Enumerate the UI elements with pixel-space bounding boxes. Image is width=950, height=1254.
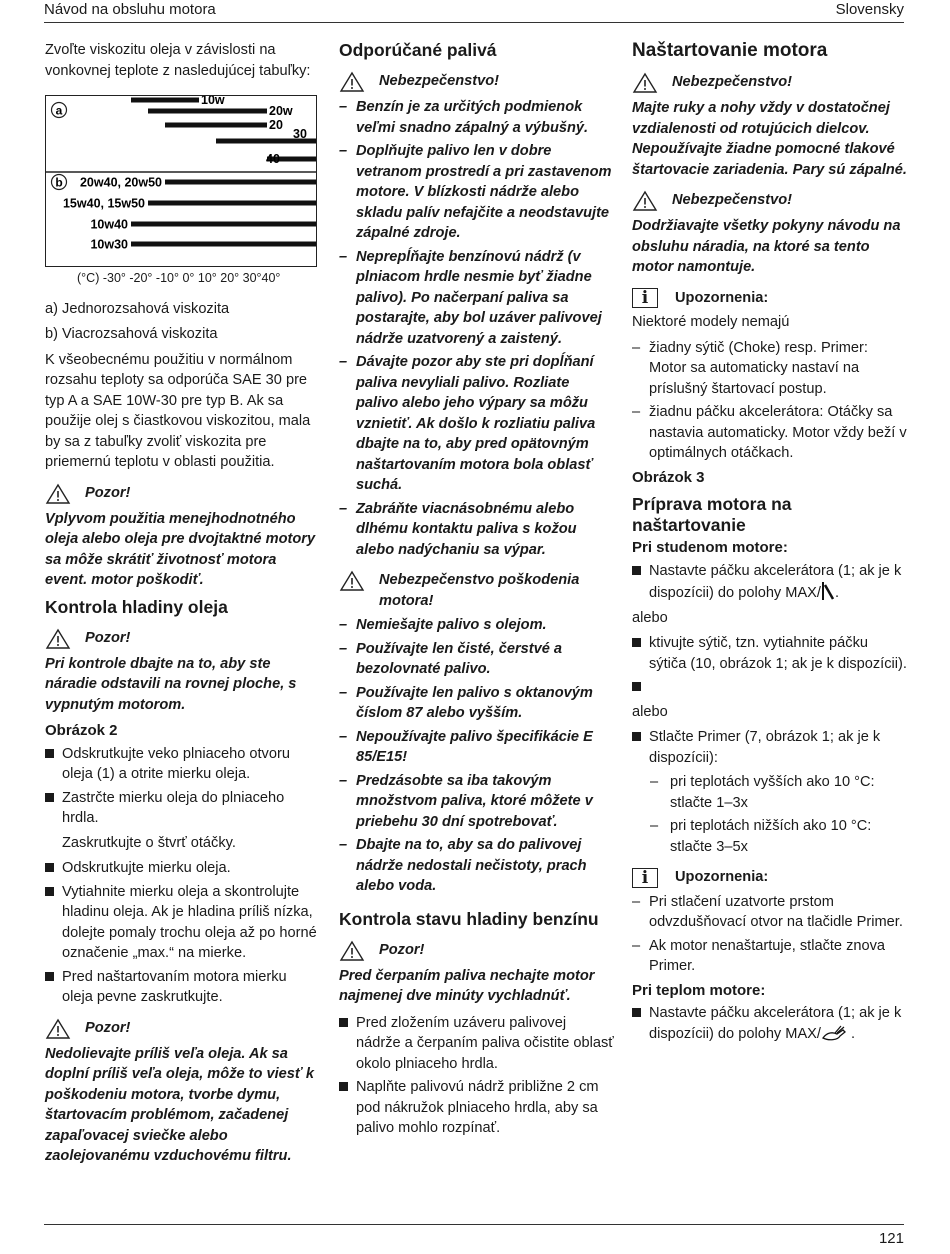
bar-10w: [131, 98, 199, 103]
bar-label: 10w40: [90, 217, 128, 232]
oil-level-heading: Kontrola hladiny oleja: [45, 596, 228, 617]
fuel-rules-list: [339, 615, 614, 897]
bar-label: 10w: [201, 96, 225, 107]
warning-3-title: Pozor!: [85, 1019, 131, 1036]
warning-start-2-title: Nebezpečenstvo!: [672, 192, 793, 208]
warm-steps: [632, 1003, 907, 1044]
cold-step-1-text: Nastavte páčku akcelerátora (1; ak je k dispozícii) do polohy MAX/: [649, 562, 902, 601]
warning-2: [45, 628, 320, 650]
chart-axis-label: (°C) -30° -20° -10° 0° 10° 20° 30°40°: [77, 271, 281, 285]
preparation-heading: Príprava motora na naštartovanie: [632, 494, 792, 535]
figure-2-label: Obrázok 2: [45, 722, 118, 739]
rabbit-icon: [821, 1024, 847, 1042]
cold-steps-3: [632, 727, 907, 768]
warning-1-text: Vplyvom použitia menejhodnotného oleja alebo oleja pre dvojtaktné motory sa môže skrátiť životnosť motora event. motor poškodiť.: [45, 510, 316, 588]
bar-label: 20w: [269, 104, 293, 118]
oil-steps-2: [45, 858, 320, 1008]
info-note-1-list: [632, 338, 907, 464]
fuel-warning-list: [339, 97, 614, 560]
legend-a: a) Jednorozsahová viskozita: [45, 300, 230, 317]
bar-20: [165, 123, 267, 128]
cold-steps-1: [632, 561, 907, 604]
bar-label: 10w30: [90, 237, 128, 252]
list-item: – Používajte len čisté, čerstvé a bezolovnaté palivo.: [339, 639, 614, 680]
list-item: ktivujte sýtič, tzn. vytiahnite páčku sýtiča (10, obrázok 1; ak je k dispozícii).: [632, 633, 907, 674]
warning-caution: [339, 940, 614, 962]
list-item: Odskrutkujte veko plniaceho otvoru oleja (1) a otrite mierku oleja.: [45, 744, 320, 785]
warning-start-1: [632, 72, 907, 94]
oil-steps-1: [45, 744, 320, 829]
page-number: 121: [878, 1230, 904, 1247]
list-item: – Dbajte na to, aby sa do palivovej nádrže nedostali nečistoty, prach alebo voda.: [339, 835, 614, 897]
warning-icon: [45, 628, 71, 650]
info-note-2: [632, 867, 907, 888]
warm-step-1-text: Nastavte páčku akcelerátora (1; ak je k dispozícii) do polohy MAX/: [649, 1005, 902, 1042]
list-item: – Predzásobte sa iba takovým množstvom paliva, ktoré môžete v priebehu 30 dní spotrebovať.: [339, 771, 614, 833]
bar-label: 20: [269, 118, 283, 132]
warning-caution-title: Pozor!: [379, 941, 425, 958]
list-item: Naplňte palivovú nádrž približne 2 cm pod nákružok plniaceho hrdla, aby sa palivo mohlo rozpínať.: [339, 1077, 614, 1139]
list-item: [632, 1003, 907, 1044]
list-item: – Zabráňte viacnásobnému alebo dlhému kontaktu paliva s kožou alebo nadýchaniu sa výpar.: [339, 499, 614, 561]
start-heading: Naštartovanie motora: [632, 40, 828, 61]
warning-icon: [632, 72, 658, 94]
warning-caution-text: Pred čerpaním paliva nechajte motor najmenej dve minúty vychladnúť.: [339, 967, 595, 1004]
warning-danger-1: [339, 71, 614, 93]
viscosity-intro: Zvoľte viskozitu oleja v závislosti na vonkovnej teplote z nasledujúcej tabuľky:: [45, 42, 311, 79]
warning-icon: [339, 71, 365, 93]
column-1: [45, 40, 320, 1173]
bar-20w: [148, 109, 267, 114]
warm-engine-label: Pri teplom motore:: [632, 981, 766, 999]
list-item: – Neprepĺňajte benzínovú nádrž (v plniacom hrdle nesmie byť žiadne palivo). Po načerpaní paliva sa postarajte, aby bol uzáver palivovej nádrže uzatvorený a zaistený.: [339, 247, 614, 350]
warning-danger-1-title: Nebezpečenstvo!: [379, 73, 500, 89]
list-item: – pri teplotách vyšších ako 10 °C: stlačte 1–3x: [632, 772, 907, 813]
warning-1: [45, 483, 320, 505]
warning-engine-damage-title: Nebezpečenstvo poškodenia motora!: [379, 572, 580, 609]
legend-b: b) Viacrozsahová viskozita: [45, 326, 218, 342]
or-1: alebo: [632, 609, 668, 626]
bar-20w40--20w50: [165, 180, 316, 185]
page-footer: [44, 1224, 904, 1247]
list-item: Nastavte páčku akcelerátora (1; ak je k dispozícii) do polohy MAX/ .: [632, 561, 907, 604]
warning-icon: [632, 190, 658, 212]
bar-15w40--15w50: [148, 201, 316, 206]
list-item: – žiadny sýtič (Choke) resp. Primer: Motor sa automaticky nastaví na príslušný štartovací postup.: [632, 338, 907, 400]
list-item: Pred naštartovaním motora mierku oleja pevne zaskrutkujte.: [45, 967, 320, 1008]
bar-label: 30: [293, 127, 307, 141]
warning-start-2-text: Dodržiavajte všetky pokyny návodu na obsluhu náradia, na ktoré sa tento motor namontuje.: [632, 218, 901, 275]
warm-step-1-end: .: [851, 1025, 856, 1042]
fuel-heading: Odporúčané palivá: [339, 40, 497, 60]
list-item: Pred zložením uzáveru palivovej nádrže a čerpaním paliva očistite oblasť okolo plniaceho hrdla.: [339, 1013, 614, 1075]
warning-icon: [45, 483, 71, 505]
list-item: Odskrutkujte mierku oleja.: [45, 858, 320, 879]
warning-icon: [339, 940, 365, 962]
info-icon: i: [632, 288, 658, 308]
info-note-2-list: [632, 892, 907, 977]
group-marker-label: b: [55, 175, 63, 190]
info-note-1-title: Upozornenia:: [675, 289, 769, 306]
list-item: – Nemiešajte palivo s olejom.: [339, 615, 614, 636]
warning-start-1-title: Nebezpečenstvo!: [672, 74, 793, 90]
choke-icon: [821, 581, 835, 601]
header-language: Slovensky: [835, 1, 904, 18]
warning-icon: [45, 1018, 71, 1040]
bar-10w40: [131, 222, 316, 227]
bar-10w30: [131, 242, 316, 247]
bullet-note: Zaskrutkujte o štvrť otáčky.: [62, 834, 236, 851]
list-item: Vytiahnite mierku oleja a skontrolujte hladinu oleja. Ak je hladina príliš nízka, dolejte pomaly trochu oleja až po horné označenie „max.“ na mierke.: [45, 882, 320, 964]
list-item: – Benzín je za určitých podmienok veľmi snadno zápalný a výbušný.: [339, 97, 614, 138]
group-marker-label: a: [55, 103, 63, 118]
cold-engine-label: Pri studenom motore:: [632, 539, 788, 556]
column-2: [339, 40, 614, 1143]
column-3: [632, 40, 907, 1048]
or-2: alebo: [632, 703, 668, 720]
bar-label: 15w40, 15w50: [62, 196, 145, 211]
list-item: – žiadnu páčku akcelerátora: Otáčky sa nastavia automaticky. Motor vždy beží v optimálnych otáčkach.: [632, 402, 907, 464]
info-icon: i: [632, 868, 658, 888]
info-note-1: [632, 288, 907, 309]
warning-2-text: Pri kontrole dbajte na to, aby ste náradie odstavili na rovnej ploche, s vypnutým motorom.: [45, 655, 297, 713]
list-item: – pri teplotách nižších ako 10 °C: stlačte 3–5x: [632, 816, 907, 857]
list-item: Zastrčte mierku oleja do plniaceho hrdla.: [45, 788, 320, 829]
list-item: – Doplňujte palivo len v dobre vetranom prostredí a pri zastavenom motore. V blízkosti nádrže alebo skladu palív nefajčite a neodstavujte zápalné zdroje.: [339, 141, 614, 244]
warning-3-text: Nedolievajte príliš veľa oleja. Ak sa doplní príliš veľa oleja, môže to viesť k poškodeniu motora, tvorbe dymu, štartovacím problémom, začadenej zapaľovacej sviečke alebo zaolejovanému vzduchovému filtru.: [45, 1045, 315, 1164]
viscosity-chart-svg: [46, 96, 316, 266]
list-item: – Nepoužívajte palivo špecifikácie E 85/E15!: [339, 727, 614, 768]
info-note-2-title: Upozornenia:: [675, 869, 769, 885]
warning-engine-damage: [339, 570, 614, 611]
viscosity-chart: [45, 95, 317, 267]
cold-steps-2: [632, 633, 907, 698]
list-item: – Ak motor nenaštartuje, stlačte znova Primer.: [632, 936, 907, 977]
list-item: Stlačte Primer (7, obrázok 1; ak je k dispozícii):: [632, 727, 907, 768]
bar-label: 20w40, 20w50: [79, 175, 162, 190]
figure-3-label: Obrázok 3: [632, 468, 705, 486]
list-item: – Dávajte pozor aby ste pri dopĺňaní paliva nevyliali palivo. Rozliate palivo alebo jeho výpary sa môžu vznietiť. Ak došlo k rozliatiu paliva dbajte na to, aby pred opätovným naštartovaním motora bola oblasť suchá.: [339, 352, 614, 496]
refuel-steps: [339, 1013, 614, 1139]
warning-2-title: Pozor!: [85, 629, 131, 646]
recommendation-text: K všeobecnému použitiu v normálnom rozsahu teploty sa odporúča SAE 30 pre typ A a SAE 10W-30 pre typ B. Ak sa použije olej s čiastkovou viskozitou, mala by sa z tabuľky zvoliť viskozita pre priemernú teplotu v oblasti použitia.: [45, 351, 311, 470]
list-item: [632, 677, 907, 698]
primer-list: [632, 772, 907, 857]
warning-start-1-text: Majte ruky a nohy vždy v dostatočnej vzdialenosti od rotujúcich dielcov. Nepoužívajte žiadne pomocné tlakové štartovacie zariadenia. Pary sú zápalné.: [632, 100, 907, 178]
fuel-level-heading: Kontrola stavu hladiny benzínu: [339, 908, 599, 929]
info-note-1-text: Niektoré modely nemajú: [632, 314, 790, 330]
header-title: Návod na obsluhu motora: [44, 1, 216, 18]
bar-label: 40: [266, 152, 280, 166]
page-header: [44, 0, 904, 23]
list-item: – Pri stlačení uzatvorte prstom odvzdušňovací otvor na tlačidle Primer.: [632, 892, 907, 933]
list-item: – Používajte len palivo s oktanovým číslom 87 alebo vyšším.: [339, 683, 614, 724]
warning-start-2: [632, 190, 907, 212]
warning-3: [45, 1018, 320, 1040]
warning-1-title: Pozor!: [85, 484, 131, 501]
warning-icon: [339, 570, 365, 592]
